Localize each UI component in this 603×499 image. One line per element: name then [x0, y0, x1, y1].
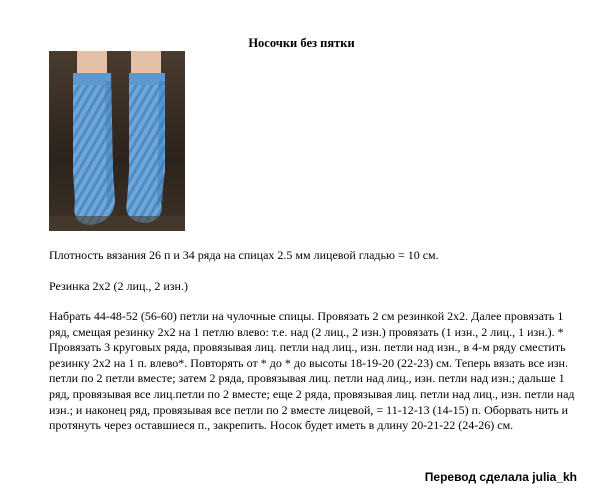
instructions-paragraph: Набрать 44-48-52 (56-60) петли на чулочные спицы. Провязать 2 см резинкой 2х2. Далее провязать 1 ряд, смещая резинку 2х2 на 1 петлю влево: т.е. над (2 лиц., 2 изн.) провязать (1 изн., 2 лиц., 1 изн.). * Провязать 3 круговых ряда, провязывая лиц. петли над лиц., изн. петли над изн., в 4-м ряду сместить резинку 2х2 на 1 п. влево*. Повторять от * до * до высоты 18-19-20 (22-23) см. Теперь вязать все изн. петли по 2 петли вместе; затем 2 ряда, провязывая лиц. петли над лиц., изн. петли над изн.; дальше 1 ряд, провязывая все лиц.петли по 2 вместе; еще 2 ряда, провязывая лиц. петли над лиц., изн. петли над изн.; и наконец ряд, провязывая все петли по 2 вместе лицевой, = 11-12-13 (14-15) п. Оборвать нить и протянуть через оставшиеся п., закрепить. Носок будет иметь в длину 20-21-22 (24-26) см. [49, 309, 575, 433]
socks-photo [49, 51, 185, 231]
rib-paragraph: Резинка 2х2 (2 лиц., 2 изн.) [49, 279, 188, 293]
document-title: Носочки без пятки [248, 36, 355, 50]
translation-credit: Перевод сделала julia_kh [424, 470, 577, 484]
density-paragraph: Плотность вязания 26 п и 34 ряда на спицах 2.5 мм лицевой гладью = 10 см. [49, 248, 439, 262]
